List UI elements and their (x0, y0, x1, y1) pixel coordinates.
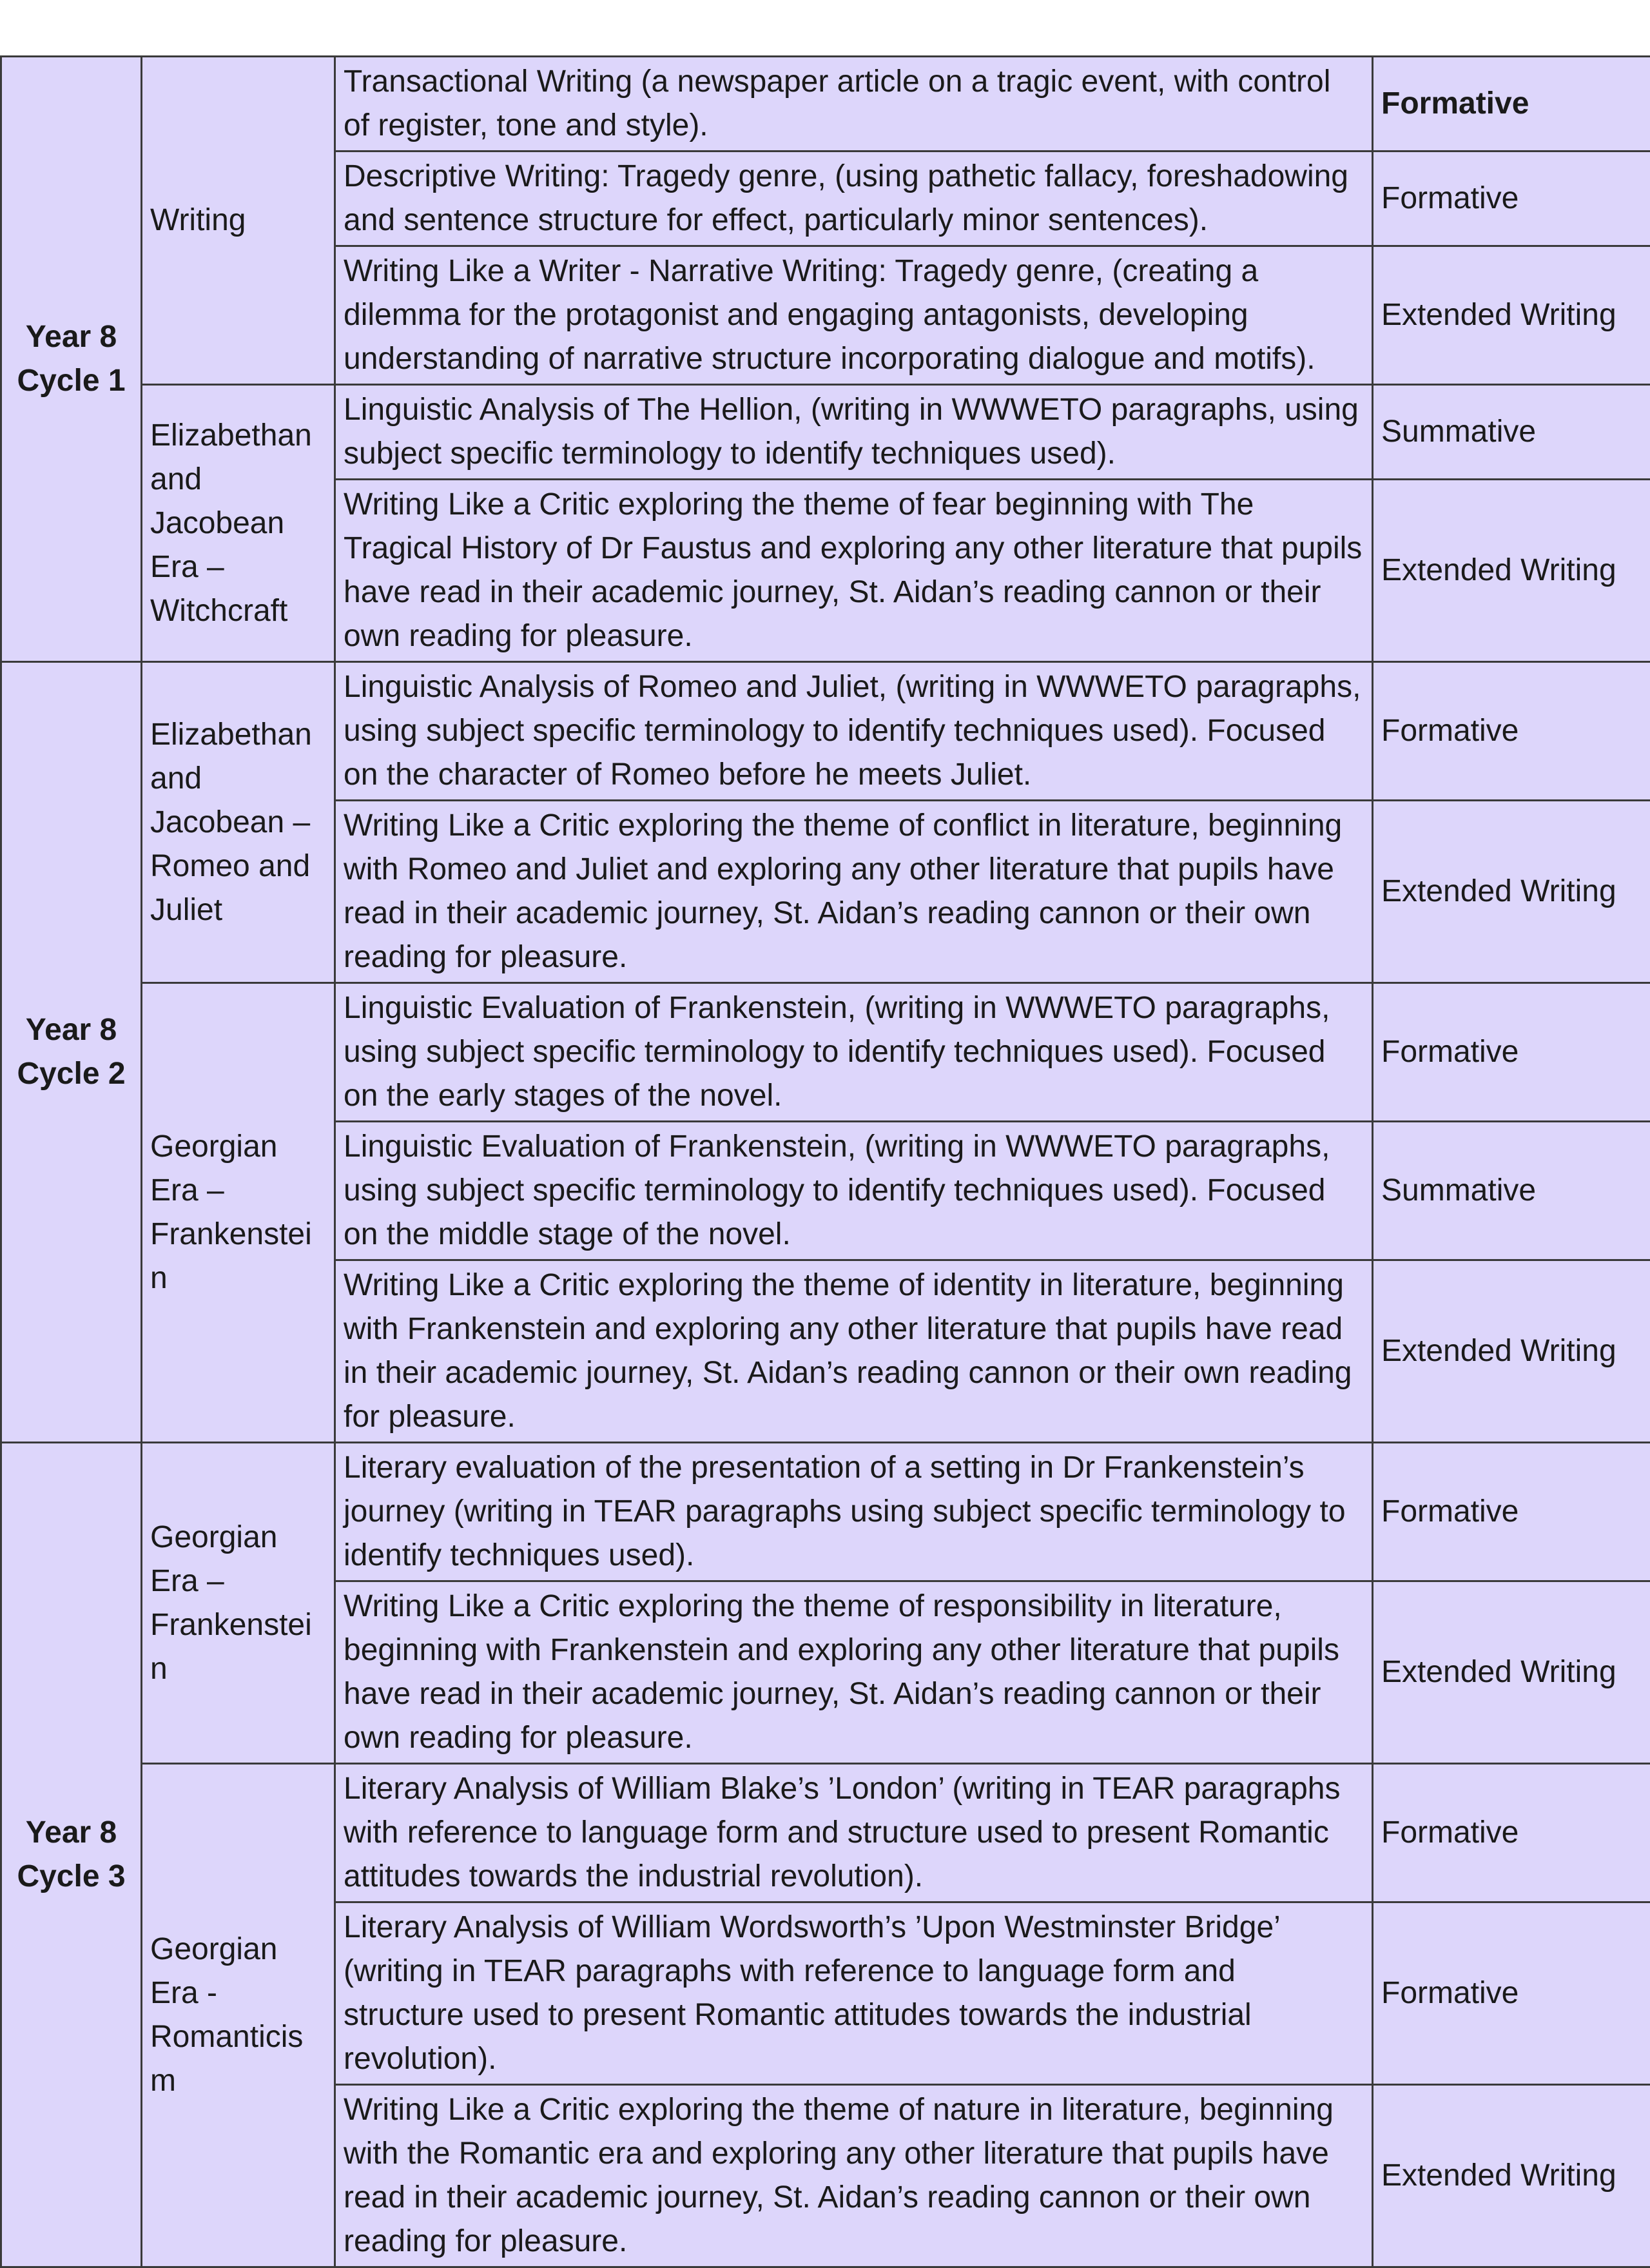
description-cell: Linguistic Analysis of Romeo and Juliet, (writing in WWWETO paragraphs, using subject specific terminology to identify techniques used). Focused on the character of Romeo before he meets Juliet. (335, 662, 1373, 801)
assessment-type-cell: Summative (1373, 1122, 1650, 1260)
curriculum-table (0, 55, 1650, 2268)
table-row (1, 662, 1650, 801)
description-cell: Literary Analysis of William Blake’s ’London’ (writing in TEAR paragraphs with reference to language form and structure used to present Romantic attitudes towards the industrial revolution). (335, 1764, 1373, 1902)
topic-cell: Elizabethan and Jacobean – Romeo and Juliet (142, 662, 335, 983)
description-cell: Literary Analysis of William Wordsworth’s ’Upon Westminster Bridge’ (writing in TEAR paragraphs with reference to language form and structure used to present Romantic attitudes towards the industrial revolution). (335, 1902, 1373, 2085)
description-cell: Linguistic Evaluation of Frankenstein, (writing in WWWETO paragraphs, using subject specific terminology to identify techniques used). Focused on the middle stage of the novel. (335, 1122, 1373, 1260)
table-row (1, 385, 1650, 480)
assessment-type-cell: Summative (1373, 385, 1650, 480)
assessment-type-cell: Extended Writing (1373, 801, 1650, 983)
year-cycle-3-cell: Year 8 Cycle 3 (1, 1443, 142, 2267)
table-row (1, 1764, 1650, 1902)
description-cell: Linguistic Analysis of The Hellion, (writing in WWWETO paragraphs, using subject specific terminology to identify techniques used). (335, 385, 1373, 480)
topic-cell: Elizabethan and Jacobean Era – Witchcraft (142, 385, 335, 662)
topic-cell: Georgian Era – Frankenstei n (142, 983, 335, 1443)
description-cell: Transactional Writing (a newspaper article on a tragic event, with control of register, tone and style). (335, 57, 1373, 152)
description-cell: Literary evaluation of the presentation of a setting in Dr Frankenstein’s journey (writing in TEAR paragraphs using subject specific terminology to identify techniques used). (335, 1443, 1373, 1581)
assessment-type-cell: Formative (1373, 1902, 1650, 2085)
description-cell: Descriptive Writing: Tragedy genre, (using pathetic fallacy, foreshadowing and sentence structure for effect, particularly minor sentences). (335, 152, 1373, 246)
assessment-type-cell: Formative (1373, 662, 1650, 801)
description-cell: Writing Like a Critic exploring the theme of identity in literature, beginning with Frankenstein and exploring any other literature that pupils have read in their academic journey, St. Aidan’s reading cannon or their own reading for pleasure. (335, 1260, 1373, 1443)
topic-cell: Georgian Era – Frankenstei n (142, 1443, 335, 1764)
topic-cell: Writing (142, 57, 335, 385)
description-cell: Writing Like a Critic exploring the theme of conflict in literature, beginning with Romeo and Juliet and exploring any other literature that pupils have read in their academic journey, St. Aidan’s reading cannon or their own reading for pleasure. (335, 801, 1373, 983)
assessment-type-cell: Extended Writing (1373, 2085, 1650, 2267)
assessment-type-cell: Extended Writing (1373, 246, 1650, 385)
description-cell: Writing Like a Critic exploring the theme of responsibility in literature, beginning with Frankenstein and exploring any other literature that pupils have read in their academic journey, St. Aidan’s reading cannon or their own reading for pleasure. (335, 1581, 1373, 1764)
assessment-type-cell: Formative (1373, 152, 1650, 246)
year-cycle-1-cell: Year 8 Cycle 1 (1, 57, 142, 662)
description-cell: Writing Like a Writer - Narrative Writing: Tragedy genre, (creating a dilemma for the protagonist and engaging antagonists, developing understanding of narrative structure incorporating dialogue and motifs). (335, 246, 1373, 385)
assessment-type-cell: Extended Writing (1373, 1581, 1650, 1764)
description-cell: Writing Like a Critic exploring the theme of nature in literature, beginning with the Romantic era and exploring any other literature that pupils have read in their academic journey, St. Aidan’s reading cannon or their own reading for pleasure. (335, 2085, 1373, 2267)
assessment-type-cell: Formative (1373, 57, 1650, 152)
table-row (1, 983, 1650, 1122)
assessment-type-cell: Formative (1373, 983, 1650, 1122)
assessment-type-cell: Formative (1373, 1764, 1650, 1902)
assessment-type-cell: Extended Writing (1373, 1260, 1650, 1443)
year-cycle-2-cell: Year 8 Cycle 2 (1, 662, 142, 1443)
table-row (1, 1443, 1650, 1581)
topic-cell: Georgian Era - Romanticis m (142, 1764, 335, 2267)
description-cell: Linguistic Evaluation of Frankenstein, (writing in WWWETO paragraphs, using subject specific terminology to identify techniques used). Focused on the early stages of the novel. (335, 983, 1373, 1122)
assessment-type-cell: Formative (1373, 1443, 1650, 1581)
table-row (1, 57, 1650, 152)
description-cell: Writing Like a Critic exploring the theme of fear beginning with The Tragical History of Dr Faustus and exploring any other literature that pupils have read in their academic journey, St. Aidan’s reading cannon or their own reading for pleasure. (335, 480, 1373, 662)
assessment-type-cell: Extended Writing (1373, 480, 1650, 662)
